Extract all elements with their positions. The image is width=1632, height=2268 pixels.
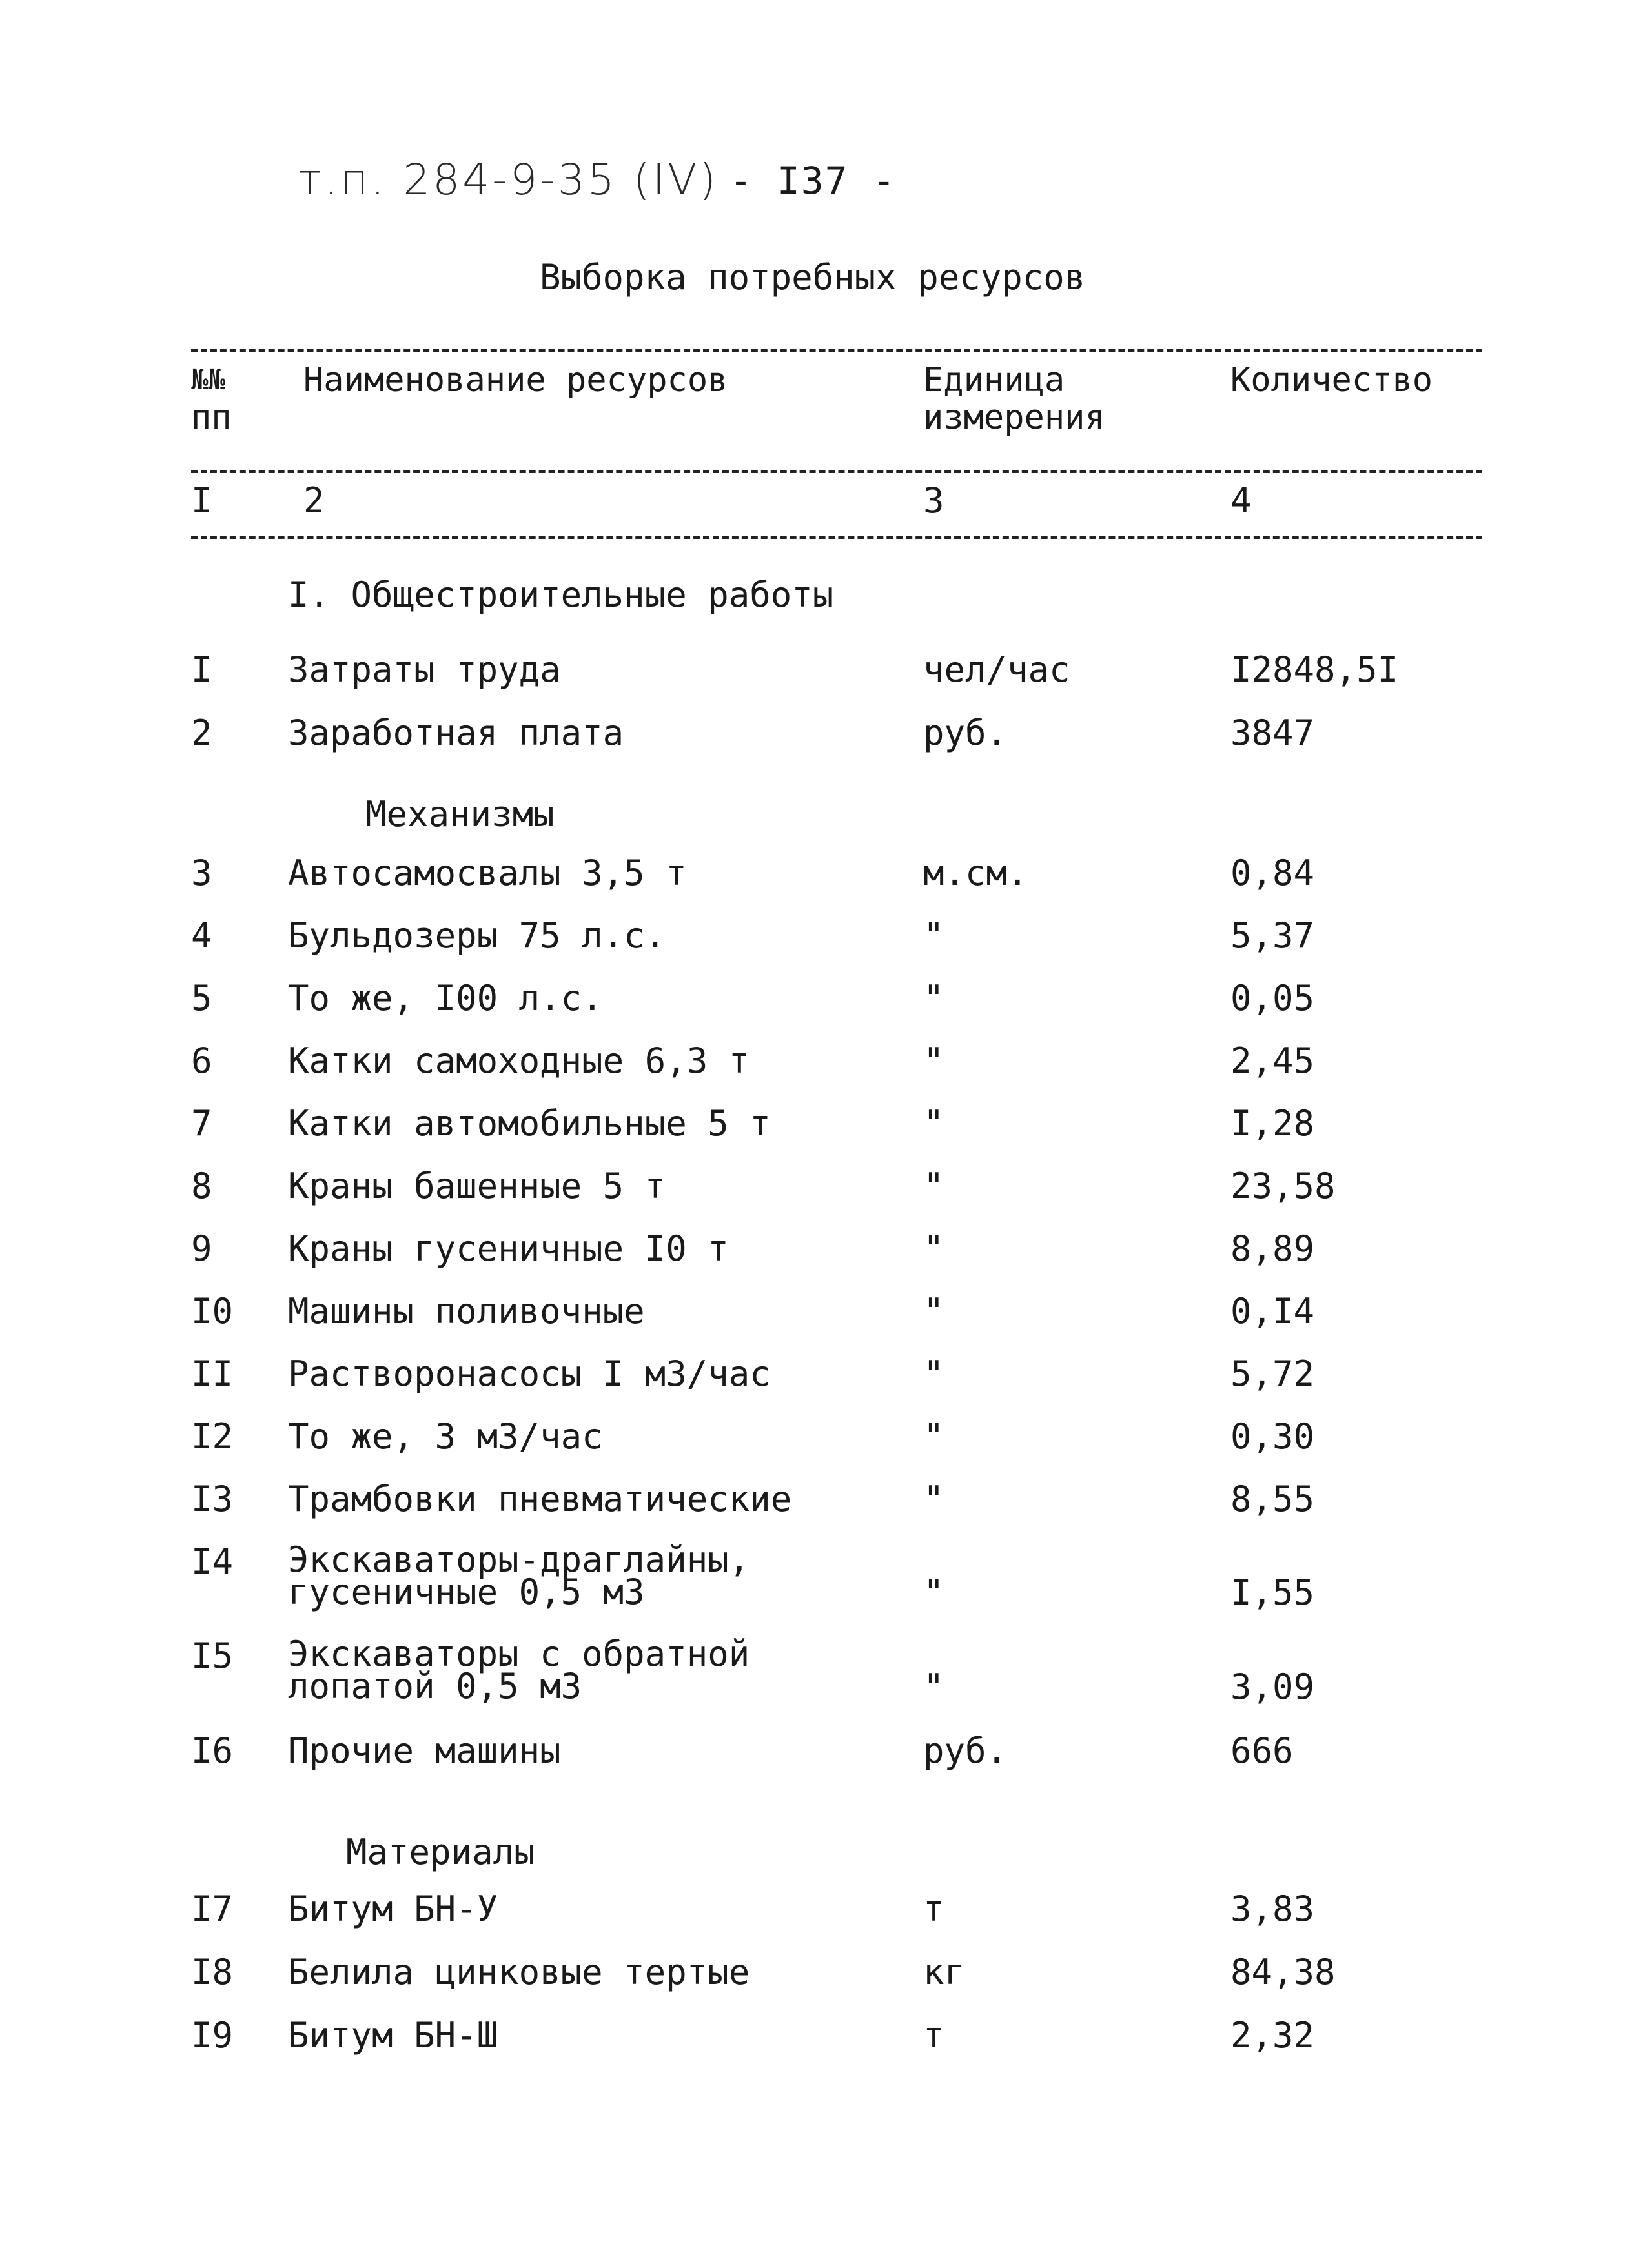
row-unit: " [923,1103,944,1144]
row-unit: " [923,1479,944,1519]
column-number-3: 3 [923,480,944,521]
row-name: Машины поливочные [288,1291,645,1331]
header-unit-line2: измерения [923,398,1105,437]
row-number: I9 [191,2015,234,2056]
row-unit: " [923,1416,944,1457]
row-name-line1: Экскаваторы с обратной [288,1634,750,1674]
row-number: I2 [191,1416,234,1457]
row-unit: руб. [923,1730,1008,1771]
row-quantity: 84,38 [1230,1952,1336,1992]
row-unit: " [923,1572,944,1613]
row-quantity: I,55 [1230,1572,1315,1613]
table-rule-mid [191,470,1482,473]
row-name: Автосамосвалы 3,5 т [288,853,687,893]
row-name-line2: лопатой 0,5 м3 [288,1666,582,1706]
row-quantity: 0,84 [1230,853,1315,893]
row-name: Бульдозеры 75 л.с. [288,915,666,956]
row-quantity: 0,05 [1230,978,1315,1018]
row-unit: " [923,1228,944,1269]
row-unit: " [923,978,944,1018]
row-quantity: 5,72 [1230,1353,1315,1394]
section-mechanisms: Механизмы [365,794,555,835]
row-name: Заработная плата [288,713,624,753]
row-name-line1: Экскаваторы-драглайны, [288,1539,750,1580]
row-name: Битум БН-Ш [288,2015,498,2056]
row-quantity: 2,45 [1230,1040,1315,1081]
row-number: I3 [191,1479,234,1519]
row-number: I4 [191,1541,234,1582]
row-name: То же, 3 м3/час [288,1416,603,1457]
section-general-works: I. Общестроительные работы [288,574,834,615]
row-quantity: 8,55 [1230,1479,1315,1519]
row-number: 5 [191,978,212,1018]
row-name: То же, I00 л.с. [288,978,603,1018]
row-name: Краны башенные 5 т [288,1166,666,1206]
header-unit-line1: Единица [923,361,1065,400]
row-unit: " [923,1040,944,1081]
header-number-line1: №№ [191,363,225,396]
row-unit: чел/час [923,649,1070,690]
row-number: 6 [191,1040,212,1081]
row-name: Белила цинковые тертые [288,1952,750,1992]
row-name-line2: гусеничные 0,5 м3 [288,1572,645,1612]
row-unit: " [923,1291,944,1331]
row-name: Краны гусеничные I0 т [288,1228,729,1269]
row-number: 4 [191,915,212,956]
row-name [288,1539,750,1612]
row-number: I8 [191,1952,234,1992]
row-quantity: 666 [1230,1730,1294,1771]
row-unit: " [923,1166,944,1206]
column-number-4: 4 [1230,480,1252,521]
row-name: Прочие машины [288,1730,561,1771]
document-code: т.п. 284-9-35 (IV) [298,155,719,205]
row-number: I5 [191,1635,234,1676]
header-unit-col [923,361,1105,436]
row-name: Трамбовки пневматические [288,1479,792,1519]
row-number: 9 [191,1228,212,1269]
row-unit: " [923,915,944,956]
row-unit: т [923,1888,944,1929]
row-quantity: 0,30 [1230,1416,1315,1457]
row-quantity: I,28 [1230,1103,1315,1144]
row-name: Катки автомобильные 5 т [288,1103,771,1144]
row-name: Растворонасосы I м3/час [288,1353,771,1394]
row-quantity: 2,32 [1230,2015,1315,2056]
row-name: Битум БН-У [288,1888,498,1929]
row-quantity: 5,37 [1230,915,1315,956]
row-number: I6 [191,1730,234,1771]
row-number: I [191,649,212,690]
row-name [288,1634,750,1706]
row-number: II [191,1353,234,1394]
document-title: Выборка потребных ресурсов [540,257,1086,298]
row-number: 7 [191,1103,212,1144]
table-rule-bottom [191,536,1482,539]
row-number: I7 [191,1888,234,1929]
table-rule-top [191,349,1482,352]
row-quantity: 8,89 [1230,1228,1315,1269]
row-number: 3 [191,853,212,893]
header-name-col: Наименование ресурсов [303,361,728,400]
row-quantity: 3,09 [1230,1666,1315,1707]
row-unit: кг [923,1952,966,1992]
row-number: 2 [191,713,212,753]
row-name: Катки самоходные 6,3 т [288,1040,750,1081]
row-quantity: I2848,5I [1230,649,1399,690]
column-number-1: I [191,480,212,521]
row-quantity: 3,83 [1230,1888,1315,1929]
row-unit: " [923,1666,944,1707]
row-number: I0 [191,1291,234,1331]
row-quantity: 0,I4 [1230,1291,1315,1331]
header-number-col [191,361,232,436]
row-unit: руб. [923,713,1008,753]
header-number-line2: пп [191,398,232,437]
section-materials: Материалы [346,1832,535,1872]
row-name: Затраты труда [288,649,561,690]
column-number-2: 2 [303,480,325,521]
row-number: 8 [191,1166,212,1206]
row-unit: м.см. [923,853,1028,893]
page-number: - I37 - [729,159,897,203]
row-unit: т [923,2015,944,2056]
row-quantity: 23,58 [1230,1166,1336,1206]
header-quantity-col: Количество [1230,361,1433,400]
row-quantity: 3847 [1230,713,1315,753]
row-unit: " [923,1353,944,1394]
